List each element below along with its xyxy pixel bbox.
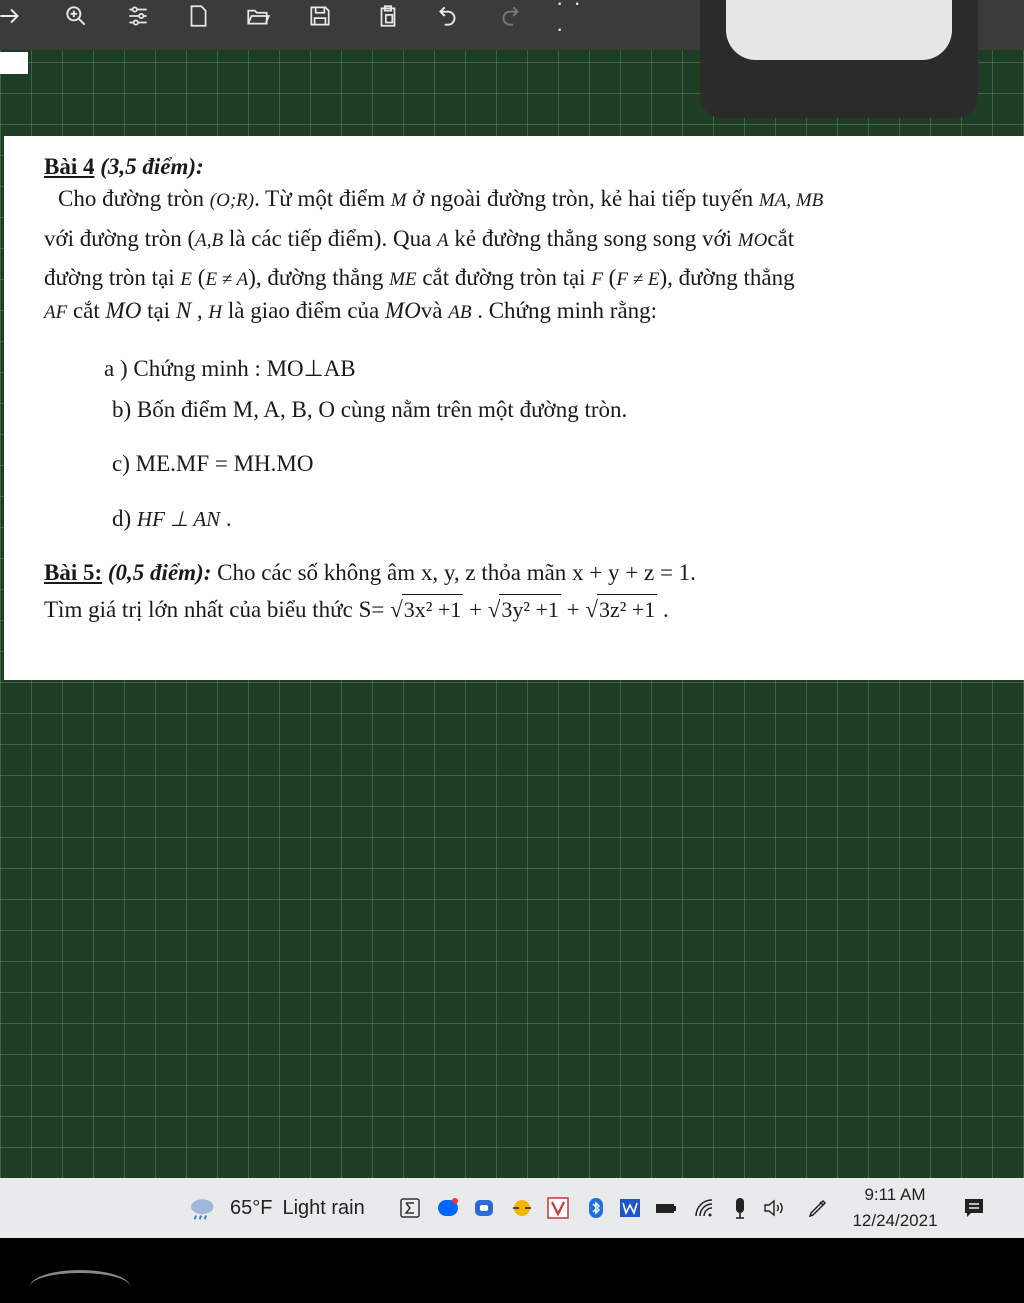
text: ở ngoài đường tròn, kẻ hai tiếp tuyến	[406, 186, 759, 211]
bottom-bar	[0, 1238, 1024, 1280]
weather-temp: 65°F	[230, 1196, 273, 1219]
taskbar-app-calculator[interactable]	[398, 1178, 422, 1238]
math: MO	[385, 298, 421, 323]
arrow-right-icon[interactable]	[0, 0, 28, 32]
wifi-icon	[692, 1196, 716, 1220]
text: . Chứng minh rằng:	[471, 298, 658, 323]
clock-date: 12/24/2021	[852, 1211, 938, 1230]
text: đường tròn tại	[44, 265, 181, 290]
sqrt-3: √3z² +1	[585, 597, 657, 622]
cloud-rain-icon	[186, 1193, 216, 1223]
math: E	[180, 269, 193, 290]
taskbar-app-chat[interactable]	[472, 1178, 496, 1238]
clipboard-icon[interactable]	[370, 0, 406, 32]
bai4-line-2	[44, 224, 1000, 256]
new-page-icon[interactable]	[180, 0, 216, 32]
taskbar-microphone[interactable]	[728, 1178, 752, 1238]
text: cắt	[67, 298, 106, 323]
text: cắt đường tròn tại	[416, 265, 592, 290]
text: là các tiếp điểm). Qua	[223, 226, 438, 251]
math: E ≠ A	[205, 269, 249, 290]
bai5-line-2	[44, 594, 669, 625]
text: Tìm giá trị lớn nhất của biểu thức S=	[44, 597, 391, 622]
math: A,B	[195, 230, 224, 251]
text: tại	[141, 298, 176, 323]
taskbar-volume[interactable]	[762, 1178, 786, 1238]
taskbar-app-zalo[interactable]	[436, 1178, 460, 1238]
math: M	[390, 190, 407, 211]
plus: +	[463, 597, 488, 622]
notification-icon	[962, 1196, 986, 1220]
bai5-title-suffix: (0,5 điểm):	[102, 560, 212, 585]
bai4-line-3	[44, 263, 1000, 295]
text: ), đường thẳng	[248, 265, 390, 290]
math: A	[437, 230, 449, 251]
text: ), đường thẳng	[659, 265, 795, 290]
math: F	[591, 269, 603, 290]
zoom-icon[interactable]	[58, 0, 94, 32]
windows-taskbar	[0, 1178, 1024, 1238]
text: . Từ một điểm	[254, 186, 391, 211]
text: và	[420, 298, 449, 323]
radicand-3: 3z² +1	[597, 594, 657, 625]
sqrt-1: √3x² +1	[390, 597, 463, 622]
overlay-pill	[726, 0, 952, 60]
math: (O;R)	[209, 190, 255, 211]
home-indicator	[30, 1270, 130, 1303]
zalo-icon	[436, 1196, 460, 1220]
bai4-title-suffix: (3,5 điểm):	[94, 154, 204, 179]
bai4-item-c: c) ME.MF = MH.MO	[112, 451, 314, 476]
math: MA, MB	[758, 190, 824, 211]
radicand-1: 3x² +1	[402, 594, 464, 625]
taskbar-bluetooth[interactable]	[584, 1178, 608, 1238]
bai4-item-b: b) Bốn điểm M, A, B, O cùng nằm trên một đường tròn.	[112, 397, 628, 422]
sync-arrows-icon	[510, 1196, 534, 1220]
bai4-heading	[44, 152, 204, 182]
bai4-line-4	[44, 296, 1000, 328]
settings-sliders-icon[interactable]	[120, 0, 156, 32]
text: cắt	[767, 226, 795, 251]
math: AB	[448, 302, 472, 323]
redo-icon[interactable]	[492, 0, 528, 32]
text: .	[220, 506, 232, 531]
math: H	[208, 302, 223, 323]
text: với đường tròn (	[44, 226, 196, 251]
w-app-icon	[618, 1196, 642, 1220]
math: HF ⊥ AN	[136, 507, 221, 531]
taskbar-notifications[interactable]	[962, 1178, 986, 1238]
document-page	[4, 136, 1024, 680]
taskbar-app-w[interactable]	[618, 1178, 642, 1238]
bai5-title-prefix: Bài 5:	[44, 560, 103, 585]
taskbar-pen[interactable]	[806, 1178, 830, 1238]
chat-icon	[472, 1196, 496, 1220]
bai4-item-d	[112, 504, 232, 534]
text: (	[602, 265, 617, 290]
open-folder-icon[interactable]	[240, 0, 276, 32]
bai5-line-1	[44, 558, 696, 588]
more-label: · · ·	[556, 0, 583, 41]
bai4-line-1	[44, 184, 1000, 216]
bai4-item-a: a ) Chứng minh : MO⊥AB	[104, 356, 356, 381]
math: MO	[105, 298, 142, 323]
text: kẻ đường thẳng song song với	[448, 226, 738, 251]
page-chip	[0, 52, 28, 74]
taskbar-wifi[interactable]	[692, 1178, 716, 1238]
math: F ≠ E	[616, 269, 660, 290]
text: d)	[112, 506, 137, 531]
battery-icon	[654, 1196, 678, 1220]
taskbar-app-vietkey[interactable]	[546, 1178, 570, 1238]
text: .	[657, 597, 669, 622]
math: N	[175, 298, 192, 323]
plus: +	[560, 597, 586, 622]
save-icon[interactable]	[302, 0, 338, 32]
speaker-icon	[762, 1196, 786, 1220]
math: MO	[737, 230, 768, 251]
clock-time: 9:11 AM	[864, 1185, 926, 1204]
weather-widget[interactable]	[186, 1178, 365, 1238]
weather-desc: Light rain	[282, 1196, 365, 1219]
text: Cho đường tròn	[58, 186, 210, 211]
text: (	[192, 265, 206, 290]
more-icon[interactable]	[556, 0, 592, 41]
sigma-app-icon	[398, 1196, 422, 1220]
bai4-title-prefix: Bài 4	[44, 154, 95, 179]
text: Cho các số không âm x, y, z thỏa mãn x + y + z = 1.	[211, 560, 696, 585]
v-key-icon	[546, 1196, 570, 1220]
radicand-2: 3y² +1	[499, 594, 561, 625]
taskbar-battery[interactable]	[654, 1178, 678, 1238]
sqrt-2: √3y² +1	[488, 597, 561, 622]
taskbar-app-sync[interactable]	[510, 1178, 534, 1238]
taskbar-clock[interactable]	[840, 1182, 950, 1234]
microphone-icon	[728, 1196, 752, 1220]
bluetooth-icon	[584, 1196, 608, 1220]
pen-icon	[806, 1196, 830, 1220]
text: ,	[191, 298, 209, 323]
undo-icon[interactable]	[430, 0, 466, 32]
math: AF	[44, 302, 68, 323]
math: ME	[389, 269, 417, 290]
text: là giao điểm của	[222, 298, 385, 323]
